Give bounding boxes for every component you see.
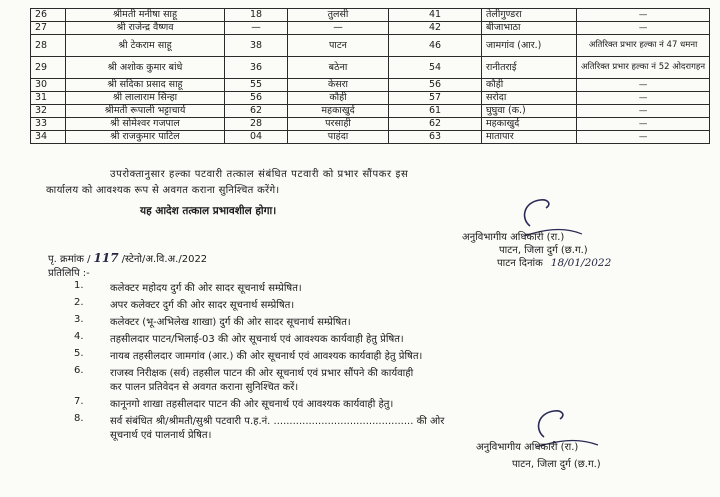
new-halka-name-cell: जामगांव (आर.) [482, 35, 577, 57]
new-halka-name-cell: महकाखुर्द [482, 118, 577, 131]
place-label: पाटन दिनांक [497, 258, 543, 269]
effective-order-line: यह आदेश तत्काल प्रभावशील होगा। [140, 205, 277, 217]
copy-item-number: 1. [74, 280, 84, 291]
current-halka-number-cell: 18 [225, 9, 288, 22]
remark-cell: — [577, 105, 710, 118]
patwari-name-cell: श्री राजेन्द्र वैष्णव [66, 22, 225, 35]
signature-1-subtitle: पाटन, जिला दुर्ग (छ.ग.) [499, 245, 588, 256]
current-halka-name-cell: पाटन [288, 35, 389, 57]
copy-item-text: राजस्व निरीक्षक (सर्व) तहसील पाटन की ओर सूचनार्थ एवं प्रभार सौंपने की कार्यवाही [110, 368, 414, 379]
copy-item-text-continued: कर पालन प्रतिवेदन से अवगत कराना सुनिश्चित करें। [110, 382, 299, 393]
current-halka-number-cell: 04 [225, 131, 288, 144]
copy-item-number: 5. [74, 348, 84, 359]
serial-number-cell: 33 [31, 118, 66, 131]
new-halka-number-cell: 46 [389, 35, 482, 57]
new-halka-number-cell: 54 [389, 57, 482, 79]
copy-item-text: अपर कलेक्टर दुर्ग की ओर सादर सूचनार्थ सम्प्रेषित। [110, 300, 295, 311]
copy-item-number: 4. [74, 331, 84, 342]
new-halka-number-cell: 41 [389, 9, 482, 22]
remark-cell: — [577, 118, 710, 131]
current-halka-number-cell: — [225, 22, 288, 35]
reference-number-line [48, 251, 207, 265]
patwari-name-cell: श्री राजकुमार पाटिल [66, 131, 225, 144]
table-row [31, 79, 710, 92]
new-halka-name-cell: तेलीगुण्डरा [482, 9, 577, 22]
copy-item-text: तहसीलदार पाटन/भिलाई-03 की ओर सूचनार्थ एवं आवश्यक कार्यवाही हेतु प्रेषित। [110, 334, 404, 345]
copy-item-text: नायब तहसीलदार जामगांव (आर.) की ओर सूचनार्थ एवं आवश्यक कार्यवाही हेतु प्रेषित। [110, 351, 423, 362]
patwari-name-cell: श्री टेकराम साहू [66, 35, 225, 57]
patwari-name-cell: श्रीमती मनीषा साहू [66, 9, 225, 22]
copy-item-text: कानूनगो शाखा तहसीलदार पाटन की ओर सूचनार्थ एवं आवश्यक कार्यवाही हेतु। [110, 399, 394, 410]
new-halka-name-cell: सरोदा [482, 92, 577, 105]
new-halka-name-cell: बीजाभाठा [482, 22, 577, 35]
current-halka-number-cell: 55 [225, 79, 288, 92]
copy-to-label: प्रतिलिपि :- [48, 268, 90, 279]
current-halka-name-cell: तुलसी [288, 9, 389, 22]
remark-cell: — [577, 9, 710, 22]
serial-number-cell: 28 [31, 35, 66, 57]
table-row [31, 57, 710, 79]
current-halka-name-cell: — [288, 22, 389, 35]
order-date: 18/01/2022 [550, 257, 612, 269]
current-halka-number-cell: 38 [225, 35, 288, 57]
serial-number-cell: 26 [31, 9, 66, 22]
new-halka-name-cell: रानीतराई [482, 57, 577, 79]
reference-number: 117 [93, 251, 119, 265]
place-date-line [497, 255, 611, 269]
table-row [31, 92, 710, 105]
copy-item-number: 2. [74, 297, 84, 308]
table-row [31, 118, 710, 131]
remark-cell: — [577, 131, 710, 144]
copy-item-text: सर्व संबंधित श्री/श्रीमती/सुश्री पटवारी प.ह.नं. ............................................ की ओर [110, 416, 445, 427]
reference-prefix: पृ. क्रमांक / [48, 254, 91, 265]
new-halka-name-cell: घुघुवा (क.) [482, 105, 577, 118]
current-halka-number-cell: 62 [225, 105, 288, 118]
current-halka-name-cell: पाहंदा [288, 131, 389, 144]
copy-item-number: 3. [74, 314, 84, 325]
new-halka-number-cell: 63 [389, 131, 482, 144]
serial-number-cell: 32 [31, 105, 66, 118]
patwari-name-cell: श्री अशोक कुमार बांधे [66, 57, 225, 79]
signature-2-subtitle: पाटन, जिला दुर्ग (छ.ग.) [512, 459, 601, 470]
remark-cell: अतिरिक्त प्रभार हल्का नं 52 ओदरागहन [577, 57, 710, 79]
serial-number-cell: 30 [31, 79, 66, 92]
remark-cell: — [577, 22, 710, 35]
new-halka-name-cell: कौही [482, 79, 577, 92]
patwari-name-cell: श्रीमती रूपाली भट्टाचार्य [66, 105, 225, 118]
patwari-name-cell: श्री लालाराम सिन्हा [66, 92, 225, 105]
remark-cell: — [577, 92, 710, 105]
new-halka-number-cell: 56 [389, 79, 482, 92]
current-halka-name-cell: महकाखुर्द [288, 105, 389, 118]
remark-cell: अतिरिक्त प्रभार हल्का नं 47 धमना [577, 35, 710, 57]
patwari-transfer-table [30, 8, 710, 144]
serial-number-cell: 31 [31, 92, 66, 105]
copy-item-text: कलेक्टर महोदय दुर्ग की ओर सादर सूचनार्थ सम्प्रेषित। [110, 283, 302, 294]
current-halka-number-cell: 56 [225, 92, 288, 105]
table-row [31, 131, 710, 144]
new-halka-number-cell: 61 [389, 105, 482, 118]
serial-number-cell: 34 [31, 131, 66, 144]
reference-suffix: /स्टेनो/अ.वि.अ./2022 [121, 254, 208, 265]
instruction-paragraph-line-2: कार्यालय को आवश्यक रूप से अवगत कराना सुनिश्चित करेंगे। [46, 185, 280, 196]
table-row [31, 35, 710, 57]
signature-2-title: अनुविभागीय अधिकारी (रा.) [476, 442, 579, 453]
patwari-name-cell: श्री सोमेश्वर गजपाल [66, 118, 225, 131]
remark-cell: — [577, 79, 710, 92]
new-halka-number-cell: 42 [389, 22, 482, 35]
current-halka-number-cell: 36 [225, 57, 288, 79]
new-halka-name-cell: मातापार [482, 131, 577, 144]
table-row [31, 22, 710, 35]
current-halka-number-cell: 28 [225, 118, 288, 131]
patwari-name-cell: श्री सदिका प्रसाद साहू [66, 79, 225, 92]
new-halka-number-cell: 57 [389, 92, 482, 105]
current-halka-name-cell: बठेना [288, 57, 389, 79]
current-halka-name-cell: परसाही [288, 118, 389, 131]
copy-item-number: 8. [74, 413, 84, 424]
table-row [31, 105, 710, 118]
serial-number-cell: 29 [31, 57, 66, 79]
serial-number-cell: 27 [31, 22, 66, 35]
copy-item-text-continued: सूचनार्थ एवं पालनार्थ प्रेषित। [110, 430, 212, 441]
copy-item-text: कलेक्टर (भू-अभिलेख शाखा) दुर्ग की ओर सादर सूचनार्थ सम्प्रेषित। [110, 317, 351, 328]
current-halka-name-cell: केसरा [288, 79, 389, 92]
table-row [31, 9, 710, 22]
instruction-paragraph-line-1: उपरोक्तानुसार हल्का पटवारी तत्काल संबंधित पटवारी को प्रभार सौंपकर इस [110, 169, 409, 180]
copy-item-number: 6. [74, 365, 84, 376]
new-halka-number-cell: 62 [389, 118, 482, 131]
current-halka-name-cell: कौही [288, 92, 389, 105]
copy-item-number: 7. [74, 396, 84, 407]
signature-1-title: अनुविभागीय अधिकारी (रा.) [462, 232, 565, 243]
